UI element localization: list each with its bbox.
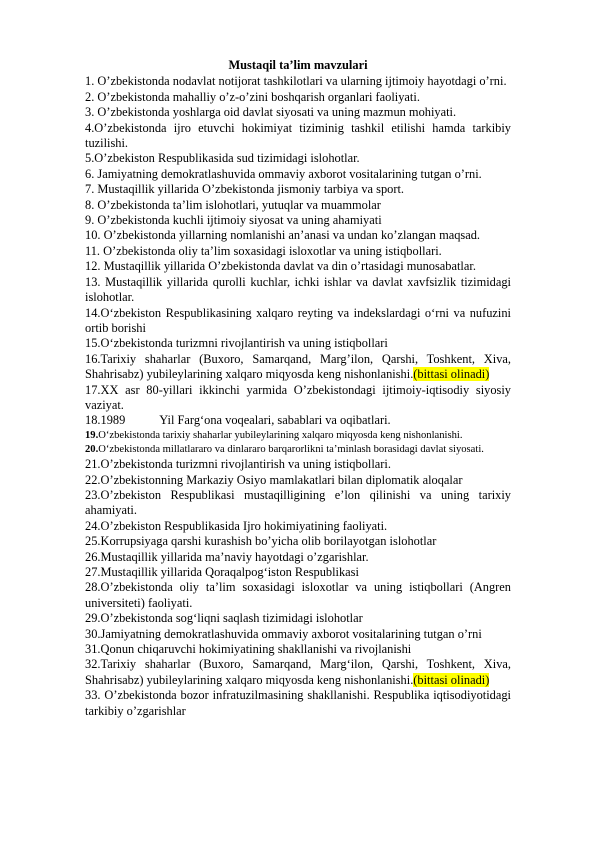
topic-item xyxy=(85,151,511,166)
topic-number: 3. xyxy=(85,105,95,120)
topic-number: 12. xyxy=(85,259,101,274)
topic-item xyxy=(85,550,511,565)
topic-item xyxy=(85,182,511,197)
topic-item xyxy=(85,213,511,228)
topic-number: 29. xyxy=(85,611,101,626)
topic-text: Mustaqillik yillarida O’zbekistonda jismoniy tarbiya va sport. xyxy=(94,182,405,197)
topic-number: 15. xyxy=(85,336,101,351)
topic-number: 23. xyxy=(85,487,101,502)
topic-text: O’zbekistonda bozor infratuzilmasining shakllanishi. Respublika iqtisodiyotidagi tarkibiy o’zgarishlar xyxy=(85,688,511,718)
topic-number: 1. xyxy=(85,74,95,89)
topic-item xyxy=(85,457,511,472)
topic-item xyxy=(85,121,511,152)
topic-text: Tarixiy shaharlar (Buxoro, Samarqand, Marg’ilon, Qarshi, Toshkent, Xiva, Shahrisabz) yubileylarining xalqaro miqyosda keng nishonlanishi. xyxy=(85,351,511,382)
topic-text: O’zbekiston Respublikasida sud tizimidagi islohotlar. xyxy=(94,151,360,166)
topic-number: 18. xyxy=(85,413,101,428)
topic-item xyxy=(85,443,511,457)
topic-item xyxy=(85,244,511,259)
topic-item xyxy=(85,473,511,488)
topic-item xyxy=(85,383,511,414)
topic-number: 13. xyxy=(85,274,101,289)
topic-number: 32. xyxy=(85,657,101,672)
topic-number: 21. xyxy=(85,457,101,472)
topic-text: XX asr 80-yillari ikkinchi yarmida O’zbekistondagi ijtimoiy-iqtisodiy siyosiy vaziyat. xyxy=(85,382,511,412)
topic-text: Mustaqillik yillarida Qoraqalpog‘iston Respublikasi xyxy=(100,565,359,579)
topic-number: 30. xyxy=(85,626,101,641)
topic-number: 27. xyxy=(85,565,101,579)
topic-list xyxy=(85,74,511,719)
topic-text: O‘zbekiston Respublikasining xalqaro reyting va indekslardagi o‘rni va nufuzini ortib borishi xyxy=(85,305,511,335)
topic-text: O’zbekiston Respublikasi mustaqilligining e’lon qilinishi va uning tarixiy ahamiyati. xyxy=(85,487,511,518)
topic-text-continued: Yil Farg‘ona voqealari, sabablari va oqibatlari. xyxy=(159,413,391,428)
topic-number: 2. xyxy=(85,89,95,104)
topic-number: 4. xyxy=(85,120,95,135)
topic-item xyxy=(85,306,511,337)
topic-text: O’zbekistonda ta’lim islohotlari, yutuqlar va muammolar xyxy=(94,197,381,212)
topic-text: O’zbekistonda sog‘liqni saqlash tizimidagi islohotlar xyxy=(100,611,363,626)
topic-item xyxy=(85,611,511,626)
topic-item xyxy=(85,429,511,443)
topic-text: Mustaqillik yillarida ma’naviy hayotdagi o’zgarishlar. xyxy=(100,549,369,564)
topic-text: O’zbekiston Respublikasida Ijro hokimiyatining faoliyati. xyxy=(100,518,388,533)
topic-item xyxy=(85,105,511,120)
topic-item xyxy=(85,534,511,549)
topic-number: 31. xyxy=(85,642,101,657)
topic-text: Qonun chiqaruvchi hokimiyatining shakllanishi va rivojlanishi xyxy=(100,642,412,657)
topic-item xyxy=(85,688,511,719)
topic-text: Korrupsiyaga qarshi kurashish bo’yicha olib borilayotgan islohotlar xyxy=(100,534,437,549)
topic-item xyxy=(85,488,511,519)
topic-text: O’zbekistonda nodavlat notijorat tashkilotlari va ularning ijtimoiy hayotdagi o’rni. xyxy=(94,74,507,89)
topic-text: O‘zbekistonda tarixiy shaharlar yubileylarining xalqaro miqyosda keng nishonlanishi. xyxy=(98,429,463,441)
topic-number: 5. xyxy=(85,151,95,166)
topic-item xyxy=(85,642,511,657)
topic-number: 24. xyxy=(85,518,101,533)
topic-number: 26. xyxy=(85,549,101,564)
topic-item xyxy=(85,275,511,306)
topic-item xyxy=(85,259,511,274)
topic-number: 33. xyxy=(85,688,101,703)
topic-item xyxy=(85,519,511,534)
topic-item xyxy=(85,228,511,243)
topic-number: 9. xyxy=(85,213,95,228)
topic-item xyxy=(85,336,511,351)
topic-text: O’zbekistonda turizmni rivojlantirish va uning istiqbollari. xyxy=(100,457,391,472)
topic-text: Jamiyatning demokratlashuvida ommaviy axborot vositalarining tutgan o’rni. xyxy=(94,166,482,181)
topic-number: 10. xyxy=(85,228,101,243)
topic-text: 1989 xyxy=(100,413,126,428)
topic-number: 17. xyxy=(85,382,101,397)
topic-text: O’zbekistonda oliy ta’lim soxasidagi isloxotlar va uning istiqbollari (Angren universiteti) faoliyati. xyxy=(85,580,511,610)
topic-number: 7. xyxy=(85,182,95,197)
topic-text: O’zbekistonda oliy ta’lim soxasidagi isloxotlar va uning istiqbollari. xyxy=(100,243,442,258)
highlighted-note: (bittasi olinadi) xyxy=(413,672,490,687)
topic-text: Tarixiy shaharlar (Buxoro, Samarqand, Marg‘ilon, Qarshi, Toshkent, Xiva, Shahrisabz) yubileylarining xalqaro miqyosda keng nishonlanishi. xyxy=(85,657,511,687)
topic-item xyxy=(85,565,511,580)
document-page xyxy=(85,58,511,719)
topic-item xyxy=(85,167,511,182)
topic-item xyxy=(85,90,511,105)
topic-item xyxy=(85,413,511,428)
topic-number: 25. xyxy=(85,534,101,549)
topic-item xyxy=(85,198,511,213)
topic-number: 6. xyxy=(85,166,95,181)
topic-text: O‘zbekistonda turizmni rivojlantirish va uning istiqbollari xyxy=(100,336,388,351)
topic-item xyxy=(85,352,511,383)
topic-number: 11. xyxy=(85,243,101,258)
topic-item xyxy=(85,627,511,642)
topic-number: 20. xyxy=(85,443,99,455)
topic-number: 16. xyxy=(85,351,101,366)
topic-number: 8. xyxy=(85,197,95,212)
topic-item xyxy=(85,657,511,688)
topic-number: 28. xyxy=(85,580,101,595)
topic-text: O’zbekistonda mahalliy o’z-o’zini boshqarish organlari faoliyati. xyxy=(94,89,420,104)
topic-text: O’zbekistonda kuchli ijtimoiy siyosat va uning ahamiyati xyxy=(94,213,382,228)
topic-item xyxy=(85,74,511,89)
topic-text: O’zbekistonning Markaziy Osiyo mamlakatlari bilan diplomatik aloqalar xyxy=(100,472,463,487)
topic-text: O‘zbekistonda millatlararo va dinlararo barqarorlikni ta’minlash borasidagi davlat siyosati. xyxy=(98,443,484,455)
topic-item xyxy=(85,580,511,611)
topic-number: 14. xyxy=(85,305,101,320)
topic-text: Mustaqillik yillarida qurolli kuchlar, ichki ishlar va davlat xavfsizlik tizimidagi islohotlar. xyxy=(85,274,511,305)
topic-text: O’zbekistonda yillarning nomlanishi an’anasi va undan ko’zlangan maqsad. xyxy=(100,228,481,243)
topic-number: 19. xyxy=(85,429,99,441)
topic-text: O’zbekistonda yoshlarga oid davlat siyosati va uning mazmun mohiyati. xyxy=(94,105,457,120)
topic-text: Mustaqillik yillarida O’zbekistonda davlat va din o’rtasidagi munosabatlar. xyxy=(100,259,476,274)
document-title: Mustaqil ta’lim mavzulari xyxy=(228,58,368,72)
topic-text: Jamiyatning demokratlashuvida ommaviy axborot vositalarining tutgan o’rni xyxy=(100,626,482,641)
topic-text: O’zbekistonda ijro etuvchi hokimiyat tiziminig tashkil etilishi hamda tarkibiy tuzilishi. xyxy=(85,120,511,151)
highlighted-note: (bittasi olinadi) xyxy=(413,367,490,382)
topic-number: 22. xyxy=(85,472,101,487)
